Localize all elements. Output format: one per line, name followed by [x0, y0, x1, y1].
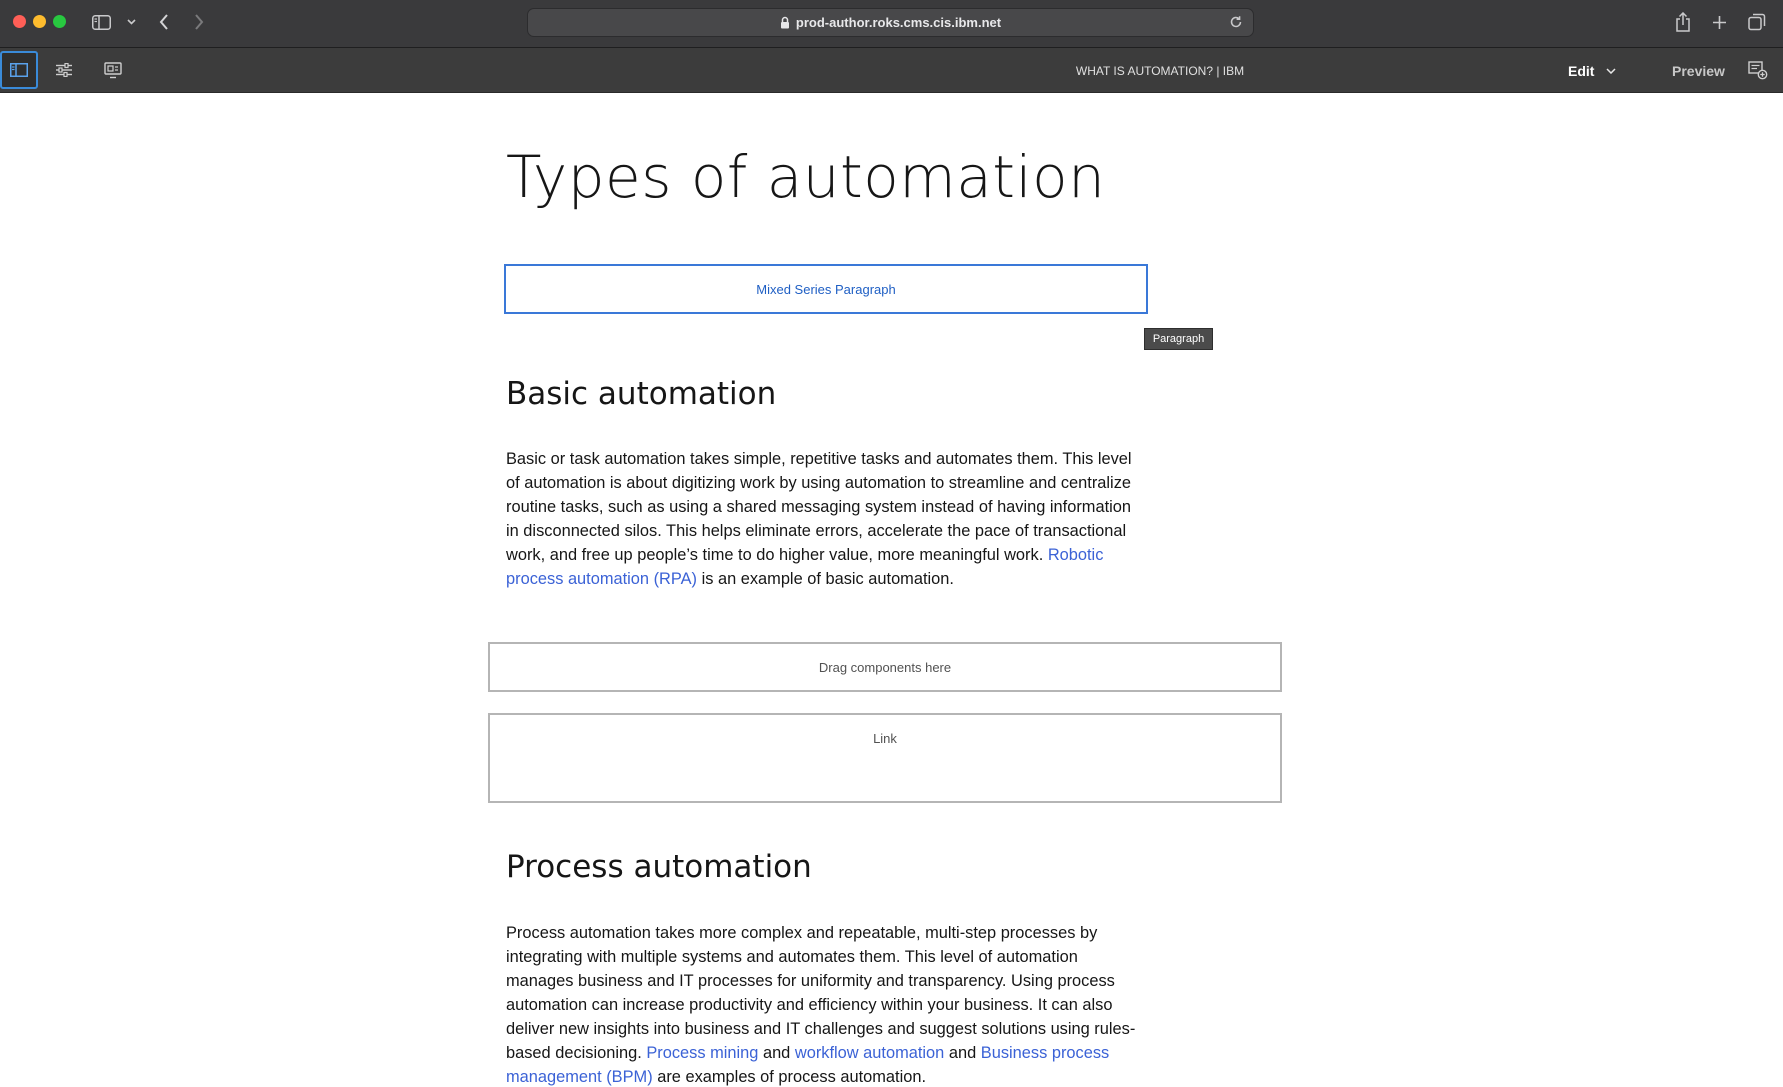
back-arrow-icon[interactable] [156, 10, 172, 34]
chevron-down-icon[interactable] [124, 10, 138, 34]
mixed-series-paragraph-label: Mixed Series Paragraph [756, 281, 896, 297]
address-bar[interactable] [527, 8, 1254, 37]
drag-components-dropzone[interactable] [488, 642, 1282, 692]
link-component-placeholder[interactable] [488, 713, 1282, 803]
editor-page-title: WHAT IS AUTOMATION? | IBM [1075, 63, 1245, 78]
url-text: prod-author.roks.cms.cis.ibm.net [795, 15, 1002, 30]
preview-mode-button[interactable]: Preview [1672, 62, 1725, 79]
paragraph-text: and [948, 1044, 977, 1062]
browser-title-bar [0, 0, 1783, 48]
page-canvas [0, 93, 1783, 1087]
new-tab-plus-icon[interactable] [1708, 10, 1730, 34]
emulator-button[interactable] [94, 51, 132, 89]
dropzone-label: Drag components here [818, 659, 952, 675]
paragraph-text: and [762, 1044, 791, 1062]
sidebar-toggle-icon[interactable] [90, 10, 112, 34]
minimize-window-button[interactable] [33, 15, 46, 28]
share-icon[interactable] [1672, 10, 1694, 34]
bpm-link[interactable]: Business process management (BPM) [506, 1044, 1110, 1086]
sliders-icon [55, 63, 73, 77]
tab-overview-icon[interactable] [1746, 10, 1768, 34]
side-panel-toggle-button[interactable] [0, 51, 38, 89]
zoom-window-button[interactable] [53, 15, 66, 28]
process-mining-link[interactable]: Process mining [646, 1044, 759, 1062]
process-automation-heading[interactable]: Process automation [506, 849, 812, 885]
edit-mode-dropdown[interactable] [1568, 48, 1616, 93]
lock-icon [780, 16, 790, 29]
edit-mode-label: Edit [1568, 62, 1595, 79]
reload-icon[interactable] [1229, 15, 1243, 32]
chevron-down-icon [1606, 68, 1616, 74]
paragraph-text: is an example of basic automation. [701, 570, 954, 588]
annotations-icon[interactable] [1748, 60, 1768, 85]
rpa-link[interactable]: Robotic process automation (RPA) [506, 546, 1104, 588]
workflow-automation-link[interactable]: workflow automation [794, 1044, 945, 1062]
editor-toolbar [0, 48, 1783, 93]
side-panel-icon [10, 63, 28, 77]
paragraph-text: Basic or task automation takes simple, repetitive tasks and automates them. This level of automation is about digitizing work by using automation to streamline and centralize routine tasks, such as using a shared messaging system instead of having information in disconnected silos. This helps eliminate errors, accelerate the pace of transactional work, and free up people’s time to do higher value, more meaningful work. [506, 450, 1132, 564]
paragraph-text: Process automation takes more complex and repeatable, multi-step processes by integrating with multiple systems and automates them. This level of automation manages business and IT processes for uniformity and transparency. Using process automation can increase productivity and efficiency within your business. It can also deliver new insights into business and IT challenges and suggest solutions using rules-based decisioning. [506, 924, 1136, 1062]
basic-automation-heading[interactable]: Basic automation [506, 376, 777, 412]
close-window-button[interactable] [13, 15, 26, 28]
basic-automation-paragraph[interactable] [506, 447, 1146, 591]
component-tooltip: Paragraph [1144, 328, 1213, 350]
page-title[interactable]: Types of automation [506, 143, 1106, 211]
process-automation-paragraph[interactable] [506, 921, 1146, 1087]
page-properties-button[interactable] [45, 51, 83, 89]
paragraph-text: are examples of process automation. [657, 1068, 926, 1086]
forward-arrow-icon[interactable] [191, 10, 207, 34]
link-placeholder-label: Link [873, 731, 897, 746]
mixed-series-paragraph-placeholder[interactable] [504, 264, 1148, 314]
emulator-icon [104, 62, 122, 79]
